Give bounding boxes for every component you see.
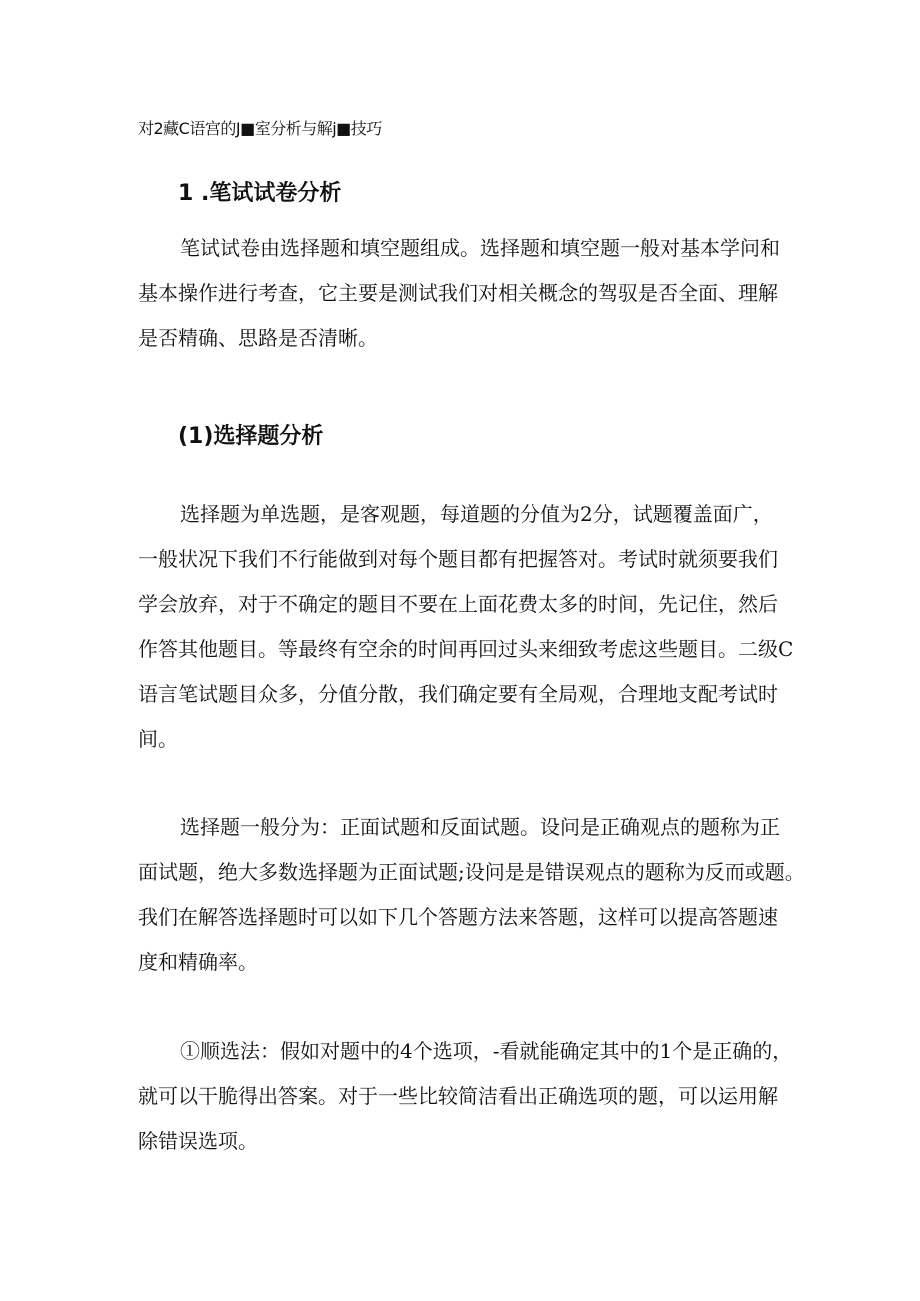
paragraph-exam-composition	[138, 226, 788, 361]
paragraph-line: 笔试试卷由选择题和填空题组成。选择题和填空题一般对基本学问和	[180, 236, 780, 260]
paragraph-line: 作答其他题目。等最终有空余的时间再回过头来细致考虑这些题目。二级C	[138, 637, 794, 661]
paragraph-line: 选择题为单选题，是客观题，每道题的分值为2分，试题覆盖面广，	[180, 502, 773, 526]
document-title: 对2藏C语宫的J■室分析与解j■技巧	[138, 119, 382, 138]
paragraph-line: 语言笔试题目众多，分值分散，我们确定要有全局观，合理地支配考试时	[138, 682, 778, 706]
paragraph-line: 学会放弃，对于不确定的题目不要在上面花费太多的时间，先记住，然后	[138, 592, 778, 616]
paragraph-line: 是否精确、思路是否清晰。	[138, 326, 378, 350]
section-heading-written-exam-analysis: 1 .笔试试卷分析	[178, 181, 342, 206]
paragraph-line: 面试题，绝大多数选择题为正面试题;设问是是错误观点的题称为反而或题。	[138, 860, 805, 884]
paragraph-line: 基本操作进行考查，它主要是测试我们对相关概念的驾驭是否全面、理解	[138, 281, 778, 305]
paragraph-line: 除错误选项。	[138, 1129, 258, 1153]
paragraph-line: 选择题一般分为：正面试题和反面试题。设问是正确观点的题称为正	[180, 815, 780, 839]
paragraph-line: 就可以干脆得出答案。对于一些比较简洁看出正确选项的题，可以运用解	[138, 1084, 778, 1108]
paragraph-line: 一般状况下我们不行能做到对每个题目都有把握答对。考试时就须要我们	[138, 547, 778, 571]
paragraph-line: ①顺选法：假如对题中的4个选项，-看就能确定其中的1个是正确的，	[180, 1039, 793, 1063]
paragraph-line: 我们在解答选择题时可以如下几个答题方法来答题，这样可以提高答题速	[138, 905, 778, 929]
paragraph-direct-selection-method	[138, 1029, 793, 1164]
paragraph-question-types	[138, 805, 805, 985]
section-heading-multiple-choice-analysis: (1)选择题分析	[178, 424, 324, 449]
paragraph-line: 度和精确率。	[138, 950, 258, 974]
paragraph-line: 间。	[138, 727, 178, 751]
paragraph-single-choice	[138, 492, 794, 762]
